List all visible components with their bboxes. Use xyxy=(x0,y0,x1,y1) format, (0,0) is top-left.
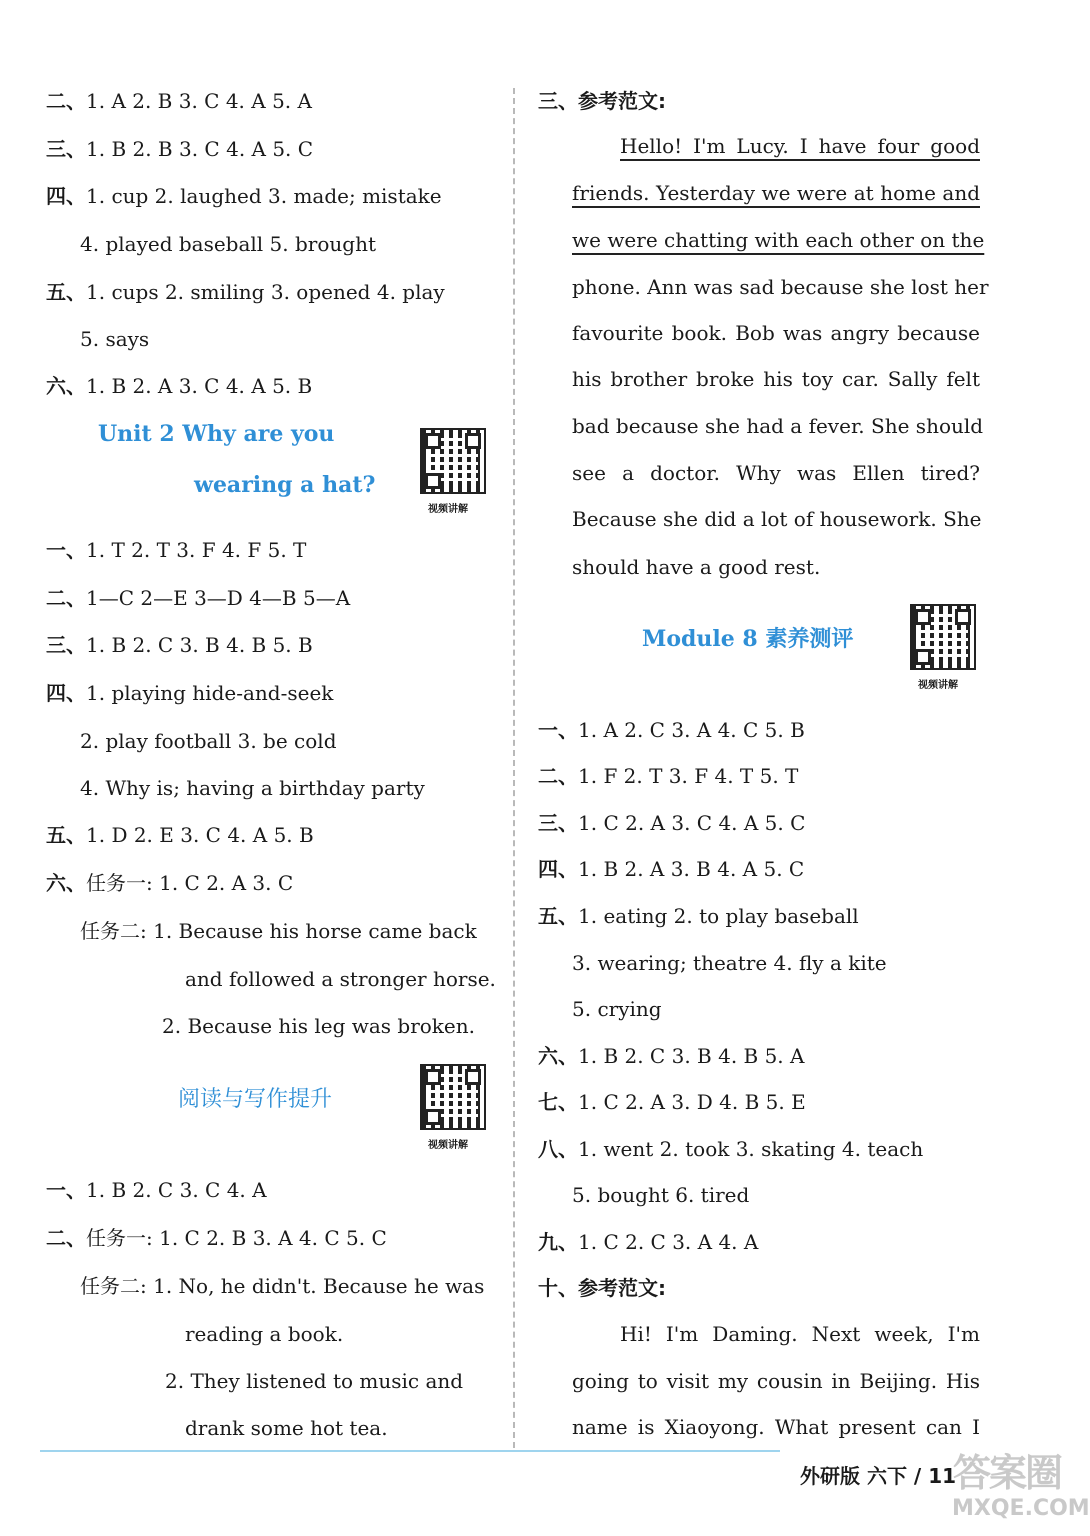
answer-line: 任务二: 1. Because his horse came back xyxy=(80,919,477,943)
answer-line: 六、1. B 2. A 3. C 4. A 5. B xyxy=(46,374,313,398)
answer-line: 5. says xyxy=(80,327,150,351)
watermark-top: 答案圈 xyxy=(952,1451,1061,1495)
unit2-title-line2: wearing a hat? xyxy=(194,472,376,498)
essay-heading: 三、参考范文: xyxy=(538,89,666,113)
answer-line: 五、1. eating 2. to play baseball xyxy=(538,904,859,928)
qr-label: 视频讲解 xyxy=(918,680,958,691)
answer-line: drank some hot tea. xyxy=(185,1416,388,1440)
answer-line: reading a book. xyxy=(185,1322,344,1346)
answer-line: and followed a stronger horse. xyxy=(185,967,496,991)
watermark-logo xyxy=(952,1450,1090,1536)
essay-line: bad because she had a fever. She should xyxy=(572,414,984,438)
answer-line: 三、1. B 2. C 3. B 4. B 5. B xyxy=(46,633,313,657)
answer-line: 5. crying xyxy=(572,997,662,1021)
footer-rule xyxy=(40,1450,780,1452)
answer-line: 4. Why is; having a birthday party xyxy=(80,776,425,800)
answer-line: 二、1. F 2. T 3. F 4. T 5. T xyxy=(538,764,799,788)
answer-line: 四、1. cup 2. laughed 3. made; mistake xyxy=(46,184,442,208)
answer-line: 七、1. C 2. A 3. D 4. B 5. E xyxy=(538,1090,806,1114)
answer-line: 五、1. cups 2. smiling 3. opened 4. play xyxy=(46,280,445,304)
module8-title: Module 8 素养测评 xyxy=(642,626,854,652)
qr-label: 视频讲解 xyxy=(428,504,468,515)
essay-line: Hi! I'm Daming. Next week, I'm xyxy=(620,1322,980,1346)
answer-line: 五、1. D 2. E 3. C 4. A 5. B xyxy=(46,823,314,847)
answer-line: 四、1. playing hide-and-seek xyxy=(46,681,334,705)
answer-line: 任务二: 1. No, he didn't. Because he was xyxy=(80,1274,485,1298)
answer-line: 5. bought 6. tired xyxy=(572,1183,750,1207)
answer-line: 三、1. B 2. B 3. C 4. A 5. C xyxy=(46,137,314,161)
answer-line: 一、1. T 2. T 3. F 4. F 5. T xyxy=(46,538,307,562)
qr-label: 视频讲解 xyxy=(428,1140,468,1151)
answer-line: 六、1. B 2. C 3. B 4. B 5. A xyxy=(538,1044,805,1068)
answer-line: 一、1. A 2. C 3. A 4. C 5. B xyxy=(538,718,805,742)
reading-writing-title: 阅读与写作提升 xyxy=(178,1087,333,1112)
answer-line: 2. Because his leg was broken. xyxy=(162,1014,475,1038)
answer-line: 三、1. C 2. A 3. C 4. A 5. C xyxy=(538,811,806,835)
answer-line: 4. played baseball 5. brought xyxy=(80,232,377,256)
answer-line: 八、1. went 2. took 3. skating 4. teach xyxy=(538,1137,924,1161)
watermark-bottom: MXQE.COM xyxy=(952,1496,1090,1521)
essay-line: his brother broke his toy car. Sally felt xyxy=(572,367,980,391)
essay-line: name is Xiaoyong. What present can I xyxy=(572,1415,980,1439)
essay-line: phone. Ann was sad because she lost her xyxy=(572,275,989,299)
essay-line: we were chatting with each other on the xyxy=(572,228,985,252)
answer-line: 2. They listened to music and xyxy=(165,1369,464,1393)
qr-code-icon[interactable] xyxy=(420,1064,486,1130)
essay-line: Because she did a lot of housework. She xyxy=(572,507,982,531)
answer-line: 二、1. A 2. B 3. C 4. A 5. A xyxy=(46,89,312,113)
essay-line: favourite book. Bob was angry because xyxy=(572,321,980,345)
answer-line: 六、任务一: 1. C 2. A 3. C xyxy=(46,871,294,895)
qr-code-icon[interactable] xyxy=(910,604,976,670)
column-divider xyxy=(513,88,515,1448)
answer-line: 四、1. B 2. A 3. B 4. A 5. C xyxy=(538,857,805,881)
answer-line: 3. wearing; theatre 4. fly a kite xyxy=(572,951,887,975)
essay-line: should have a good rest. xyxy=(572,555,821,579)
page-footer: 外研版 六下 / 11 xyxy=(800,1464,957,1488)
essay-line: going to visit my cousin in Beijing. His xyxy=(572,1369,980,1393)
answer-line: 一、1. B 2. C 3. C 4. A xyxy=(46,1178,267,1202)
essay-heading: 十、参考范文: xyxy=(538,1276,666,1300)
unit2-title-line1: Unit 2 Why are you xyxy=(98,421,335,447)
essay-line: see a doctor. Why was Ellen tired? xyxy=(572,461,980,485)
essay-line: friends. Yesterday we were at home and xyxy=(572,181,980,205)
essay-line: Hello! I'm Lucy. I have four good xyxy=(620,134,980,158)
answer-line: 二、1—C 2—E 3—D 4—B 5—A xyxy=(46,586,351,610)
answer-line: 二、任务一: 1. C 2. B 3. A 4. C 5. C xyxy=(46,1226,387,1250)
qr-code-icon[interactable] xyxy=(420,428,486,494)
answer-line: 九、1. C 2. C 3. A 4. A xyxy=(538,1230,759,1254)
answer-line: 2. play football 3. be cold xyxy=(80,729,337,753)
